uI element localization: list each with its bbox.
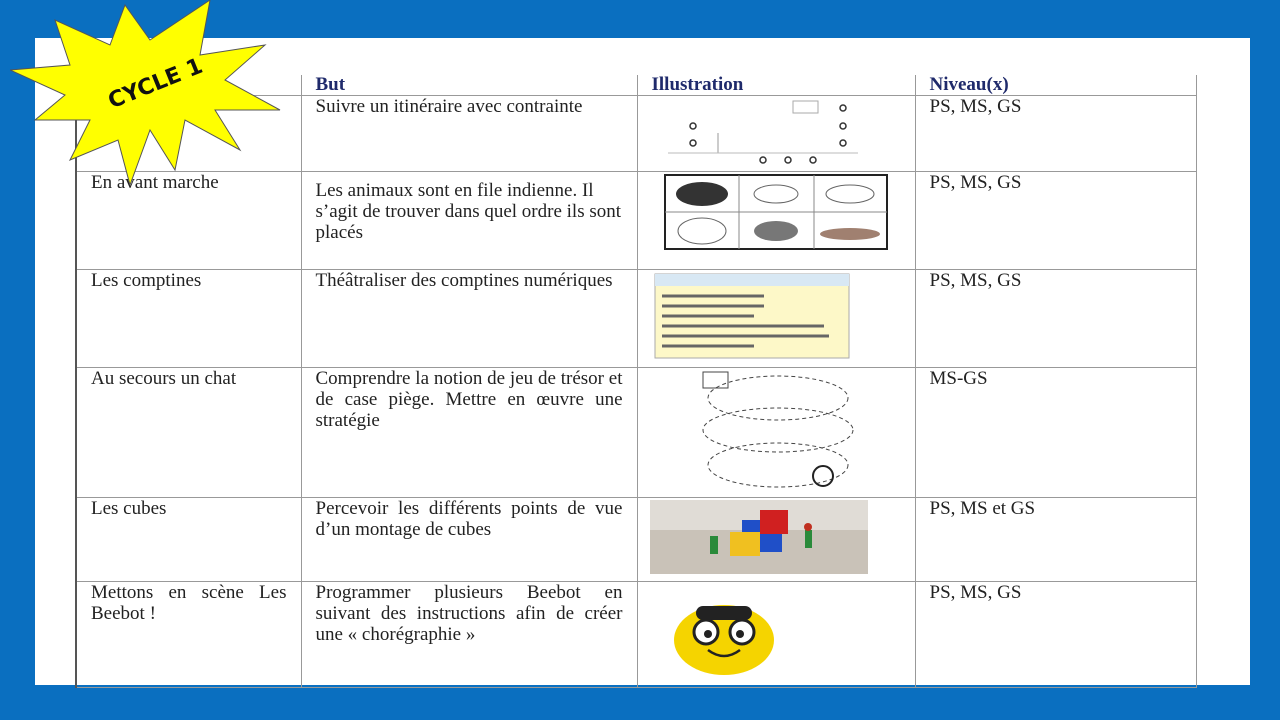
header-niveaux: Niveau(x)	[915, 75, 1196, 96]
row-title: En avant marche	[76, 172, 301, 270]
comptine-image	[654, 272, 854, 360]
header-illustration: Illustration	[637, 75, 915, 96]
row-title: Les cubes	[76, 498, 301, 582]
itinerary-image	[638, 98, 888, 164]
row-level: PS, MS, GS	[915, 96, 1196, 172]
row-goal: Les animaux sont en file indienne. Il s’agit de trouver dans quel ordre ils sont placés	[301, 172, 637, 270]
table-row	[76, 582, 1196, 688]
beebot-image	[666, 584, 916, 680]
illustration-board	[637, 368, 915, 498]
row-level: PS, MS et GS	[915, 498, 1196, 582]
row-title: Mettons en scène Les Beebot !	[76, 582, 301, 688]
illustration-itinerary	[637, 96, 915, 172]
illustration-beebot	[637, 582, 915, 688]
row-level: MS-GS	[915, 368, 1196, 498]
header-but: But	[301, 75, 637, 96]
illustration-animals	[637, 172, 915, 270]
row-goal: Suivre un itinéraire avec contrainte	[301, 96, 637, 172]
row-level: PS, MS, GS	[915, 270, 1196, 368]
row-goal: Théâtraliser des comptines numériques	[301, 270, 637, 368]
badge-label: CYCLE 1	[104, 53, 207, 115]
row-goal: Percevoir les différents points de vue d’un montage de cubes	[301, 498, 637, 582]
table-row	[76, 368, 1196, 498]
row-title: Les comptines	[76, 270, 301, 368]
row-goal: Programmer plusieurs Beebot en suivant des instructions afin de créer une « chorégraphie »	[301, 582, 637, 688]
row-title: Au secours un chat	[76, 368, 301, 498]
illustration-comptine	[637, 270, 915, 368]
row-goal: Comprendre la notion de jeu de trésor et de case piège. Mettre en œuvre une stratégie	[301, 368, 637, 498]
illustration-cubes	[637, 498, 915, 582]
table-row	[76, 270, 1196, 368]
board-game-image	[698, 370, 948, 490]
cubes-photo	[650, 500, 868, 574]
table-row	[76, 498, 1196, 582]
table-row	[76, 172, 1196, 270]
cycle-star-badge	[10, 0, 285, 185]
row-level: PS, MS, GS	[915, 582, 1196, 688]
animals-image	[664, 174, 914, 254]
row-level: PS, MS, GS	[915, 172, 1196, 270]
